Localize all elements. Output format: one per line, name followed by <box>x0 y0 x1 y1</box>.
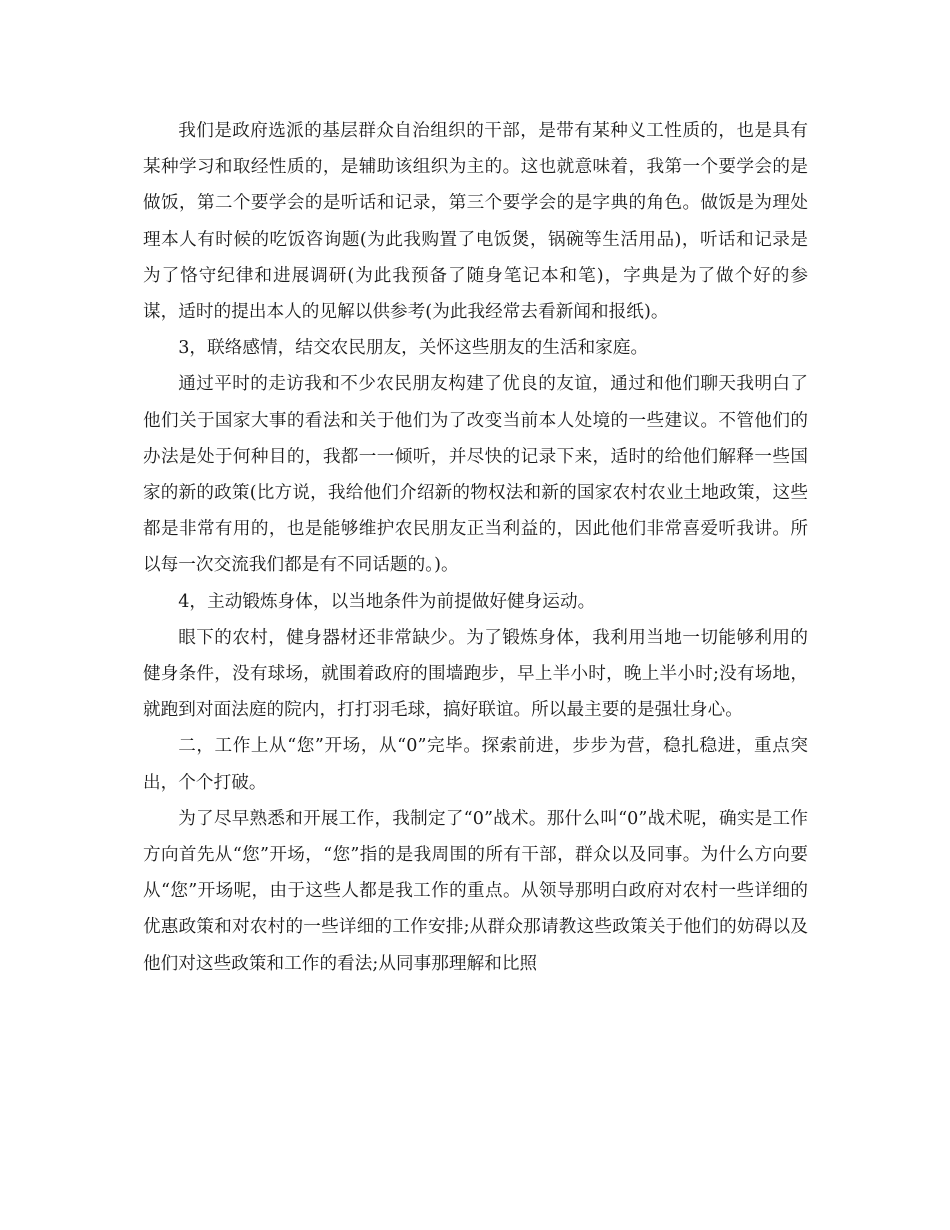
paragraph-heading-3: 3，联络感情，结交农民朋友，关怀这些朋友的生活和家庭。 <box>178 338 649 359</box>
paragraph-section-2-heading: 二，工作上从“您”开场，从“0”完毕。探索前进，步步为营，稳扎稳进，重点突出，个个打破。 <box>143 736 808 793</box>
document-body <box>143 113 808 982</box>
paragraph-zero-tactic: 为了尽早熟悉和开展工作，我制定了“0”战术。那什么叫“0”战术呢，确实是工作方向首先从“您”开场，“您”指的是我周围的所有干部，群众以及同事。为什么方向要从“您”开场呢，由于这些人都是我工作的重点。从领导那明白政府对农村一些详细的优惠政策和对农村的一些详细的工作安排;从群众那请教这些政策关于他们的妨碍以及他们对这些政策和工作的看法;从同事那理解和比照 <box>143 808 808 974</box>
paragraph-exercise: 眼下的农村，健身器材还非常缺少。为了锻炼身体，我利用当地一切能够利用的健身条件，没有球场，就围着政府的围墙跑步，早上半小时，晚上半小时;没有场地，就跑到对面法庭的院内，打打羽毛球，搞好联谊。所以最主要的是强壮身心。 <box>143 627 808 721</box>
paragraph-heading-4: 4，主动锻炼身体，以当地条件为前提做好健身运动。 <box>178 591 596 612</box>
paragraph-role-intro: 我们是政府选派的基层群众自治组织的干部，是带有某种义工性质的，也是具有某种学习和取经性质的，是辅助该组织为主的。这也就意味着，我第一个要学会的是做饭，第二个要学会的是听话和记录，第三个要学会的是字典的角色。做饭是为理处理本人有时候的吃饭咨询题(为此我购置了电饭煲，锅碗等生活用品)，听话和记录是为了恪守纪律和进展调研(为此我预备了随身笔记本和笔)，字典是为了做个好的参谋，适时的提出本人的见解以供参考(为此我经常去看新闻和报纸)。 <box>143 121 808 323</box>
paragraph-farmer-friends: 通过平时的走访我和不少农民朋友构建了优良的友谊，通过和他们聊天我明白了他们关于国家大事的看法和关于他们为了改变当前本人处境的一些建议。不管他们的办法是处于何种目的，我都一一倾听，并尽快的记录下来，适时的给他们解释一些国家的新的政策(比方说，我给他们介绍新的物权法和新的国家农村农业土地政策，这些都是非常有用的，也是能够维护农民朋友正当利益的，因此他们非常喜爱听我讲。所以每一次交流我们都是有不同话题的。)。 <box>143 374 808 576</box>
